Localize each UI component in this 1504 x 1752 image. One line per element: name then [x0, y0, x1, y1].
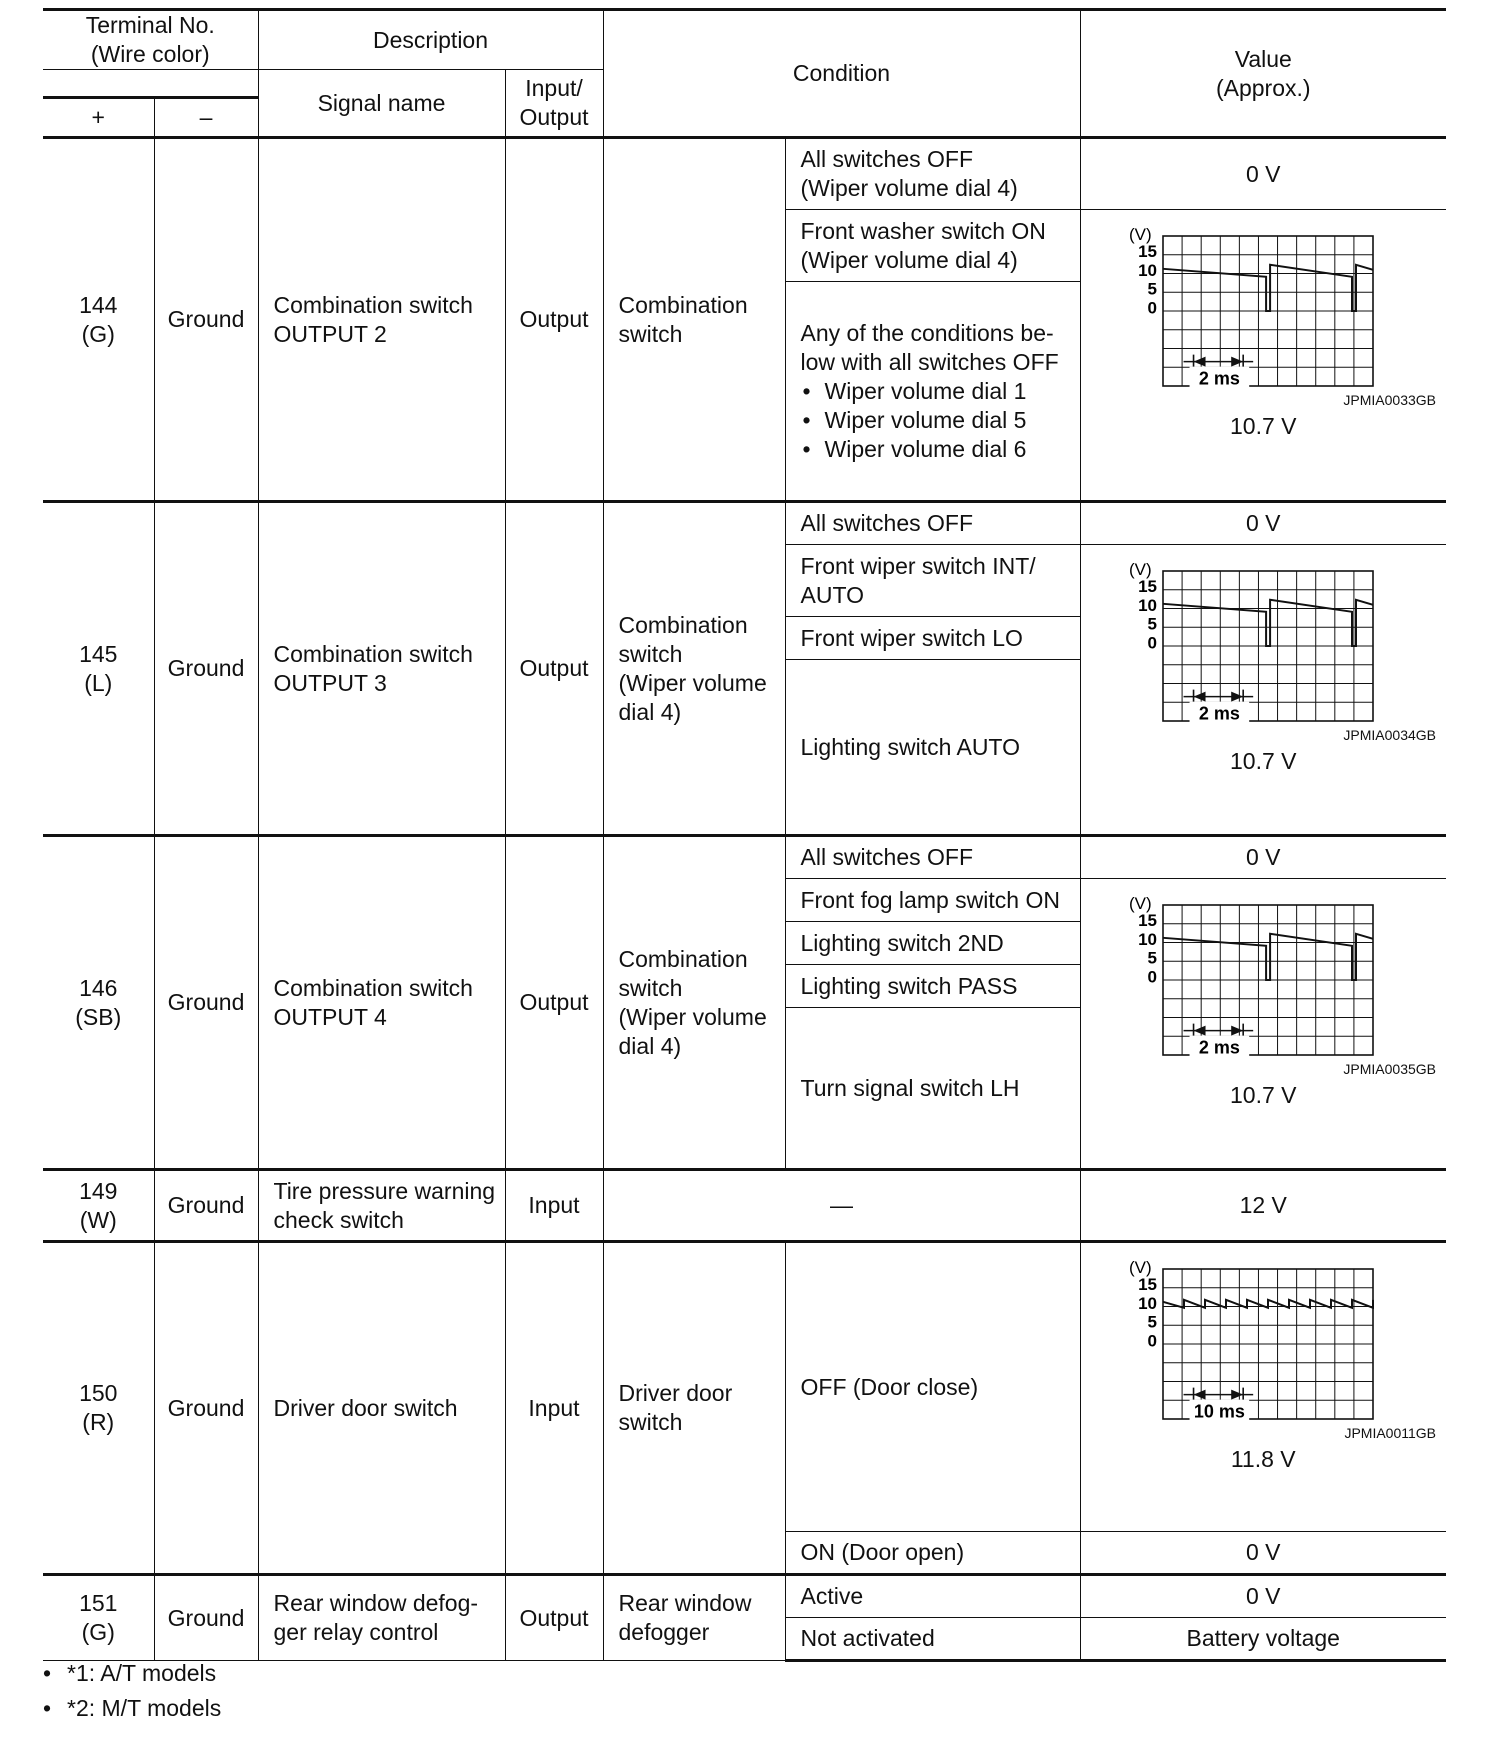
terminal-145: 145 (L) [43, 502, 154, 836]
io-145: Output [505, 502, 603, 836]
waveform-trace [1163, 265, 1373, 311]
io-144: Output [505, 138, 603, 502]
scope-y-tick: 10 [1138, 1293, 1158, 1313]
value-145-1: 0 V [1080, 502, 1446, 545]
scope-y-tick: 10 [1138, 595, 1158, 615]
time-scale-arrow [1231, 357, 1243, 367]
io-151: Output [505, 1575, 603, 1661]
figure-code-146: JPMIA0035GB [1343, 1061, 1436, 1077]
cond-149: — [603, 1170, 1080, 1242]
header-value: Value (Approx.) [1080, 10, 1446, 138]
scope-unit-label: (V) [1129, 1258, 1152, 1277]
terminal-151: 151 (G) [43, 1575, 154, 1661]
waveform-150 [1103, 1253, 1423, 1423]
header-description: Description [258, 10, 603, 70]
cond-group-144: Combination switch [603, 138, 785, 502]
cond-150-1: OFF (Door close) [785, 1242, 1080, 1532]
time-scale-label: 2 ms [1199, 703, 1241, 724]
cond-group-151: Rear window defogger [603, 1575, 785, 1661]
terminal-144: 144 (G) [43, 138, 154, 502]
cond-144-1: All switches OFF (Wiper volume dial 4) [785, 138, 1080, 210]
scope-y-tick: 15 [1138, 242, 1158, 261]
cond-145-2: Front wiper switch INT/ AUTO [785, 545, 1080, 617]
cond-146-3: Lighting switch 2ND [785, 922, 1080, 965]
ground-149: Ground [154, 1170, 258, 1242]
terminal-149: 149 (W) [43, 1170, 154, 1242]
figure-code-144: JPMIA0033GB [1343, 392, 1436, 408]
signal-149: Tire pressure warning check switch [258, 1170, 505, 1242]
cond-145-1: All switches OFF [785, 502, 1080, 545]
waveform-146 [1103, 889, 1423, 1059]
terminal-146: 146 (SB) [43, 836, 154, 1170]
value-151-2: Battery voltage [1080, 1618, 1446, 1661]
scope-unit-label: (V) [1129, 560, 1152, 579]
cond-146-4: Lighting switch PASS [785, 965, 1080, 1008]
waveform-145 [1103, 555, 1423, 725]
cond-144-3: Any of the conditions be- low with all switches OFF • Wiper volume dial 1 • Wiper volume dial 5 • Wiper volume dial 6 [785, 282, 1080, 502]
time-scale-arrow [1194, 1026, 1206, 1036]
time-scale-label: 2 ms [1199, 368, 1241, 389]
header-terminal-spacer [43, 70, 258, 98]
cond-145-4: Lighting switch AUTO [785, 660, 1080, 836]
time-scale-arrow [1231, 1390, 1243, 1400]
footnotes [43, 1656, 221, 1726]
ground-145: Ground [154, 502, 258, 836]
signal-146: Combination switch OUTPUT 4 [258, 836, 505, 1170]
cond-144-2: Front washer switch ON (Wiper volume dial 4) [785, 210, 1080, 282]
scope-y-tick: 10 [1138, 260, 1158, 280]
cond-146-5: Turn signal switch LH [785, 1008, 1080, 1170]
io-149: Input [505, 1170, 603, 1242]
scope-y-tick: 15 [1138, 911, 1158, 930]
value-146-1: 0 V [1080, 836, 1446, 879]
signal-150: Driver door switch [258, 1242, 505, 1575]
waveform-trace [1163, 934, 1373, 980]
time-scale-arrow [1231, 1026, 1243, 1036]
scope-y-tick: 10 [1138, 929, 1158, 949]
scope-y-tick: 5 [1147, 279, 1158, 299]
time-scale-arrow [1194, 357, 1206, 367]
header-signal-name: Signal name [258, 70, 505, 138]
terminal-table [43, 8, 1446, 1662]
scope-y-tick: 5 [1147, 614, 1158, 634]
scope-y-tick: 15 [1138, 1275, 1158, 1294]
header-input-output: Input/ Output [505, 70, 603, 138]
waveform-trace [1163, 600, 1373, 646]
value-146-waveform [1080, 879, 1446, 1170]
footnote: • *2: M/T models [43, 1691, 221, 1726]
io-150: Input [505, 1242, 603, 1575]
figure-code-145: JPMIA0034GB [1343, 727, 1436, 743]
cond-151-2: Not activated [785, 1618, 1080, 1661]
value-150-2: 0 V [1080, 1532, 1446, 1575]
cond-151-1: Active [785, 1575, 1080, 1618]
cond-150-2: ON (Door open) [785, 1532, 1080, 1575]
ground-151: Ground [154, 1575, 258, 1661]
header-terminal-no: Terminal No. (Wire color) [43, 10, 258, 70]
scope-y-tick: 0 [1147, 298, 1158, 318]
value-150-1: 11.8 V [1230, 1446, 1296, 1472]
value-151-1: 0 V [1080, 1575, 1446, 1618]
scope-y-tick: 0 [1147, 967, 1158, 987]
scope-unit-label: (V) [1129, 894, 1152, 913]
figure-code-150: JPMIA0011GB [1344, 1425, 1436, 1441]
header-minus: – [154, 98, 258, 138]
cond-146-1: All switches OFF [785, 836, 1080, 879]
value-144-waveform [1080, 210, 1446, 502]
bullet-item: • Wiper volume dial 5 [801, 406, 1074, 435]
value-145-waveform [1080, 545, 1446, 836]
signal-151: Rear window defog- ger relay control [258, 1575, 505, 1661]
scope-unit-label: (V) [1129, 225, 1152, 244]
value-144-1: 0 V [1080, 138, 1446, 210]
ground-144: Ground [154, 138, 258, 502]
waveform-144 [1103, 220, 1423, 390]
ground-146: Ground [154, 836, 258, 1170]
value-149: 12 V [1080, 1170, 1446, 1242]
bullet-item: • Wiper volume dial 6 [801, 435, 1074, 464]
value-150-waveform [1080, 1242, 1446, 1532]
scope-y-tick: 5 [1147, 948, 1158, 968]
signal-145: Combination switch OUTPUT 3 [258, 502, 505, 836]
cond-146-2: Front fog lamp switch ON [785, 879, 1080, 922]
ground-150: Ground [154, 1242, 258, 1575]
header-condition: Condition [603, 10, 1080, 138]
terminal-150: 150 (R) [43, 1242, 154, 1575]
scope-y-tick: 0 [1147, 1331, 1158, 1351]
signal-144: Combination switch OUTPUT 2 [258, 138, 505, 502]
value-145-2: 10.7 V [1230, 748, 1297, 774]
scope-y-tick: 5 [1147, 1312, 1158, 1332]
scope-y-tick: 0 [1147, 633, 1158, 653]
time-scale-arrow [1194, 1390, 1206, 1400]
time-scale-label: 2 ms [1199, 1037, 1241, 1058]
cond-145-3: Front wiper switch LO [785, 617, 1080, 660]
header-plus: + [43, 98, 154, 138]
value-144-2: 10.7 V [1230, 413, 1297, 439]
cond-group-146: Combination switch (Wiper volume dial 4) [603, 836, 785, 1170]
value-146-2: 10.7 V [1230, 1082, 1297, 1108]
bullet-item: • Wiper volume dial 1 [801, 377, 1074, 406]
cond-group-145: Combination switch (Wiper volume dial 4) [603, 502, 785, 836]
time-scale-arrow [1231, 692, 1243, 702]
cond-group-150: Driver door switch [603, 1242, 785, 1575]
io-146: Output [505, 836, 603, 1170]
time-scale-label: 10 ms [1194, 1401, 1246, 1422]
scope-y-tick: 15 [1138, 577, 1158, 596]
time-scale-arrow [1194, 692, 1206, 702]
footnote: • *1: A/T models [43, 1656, 221, 1691]
